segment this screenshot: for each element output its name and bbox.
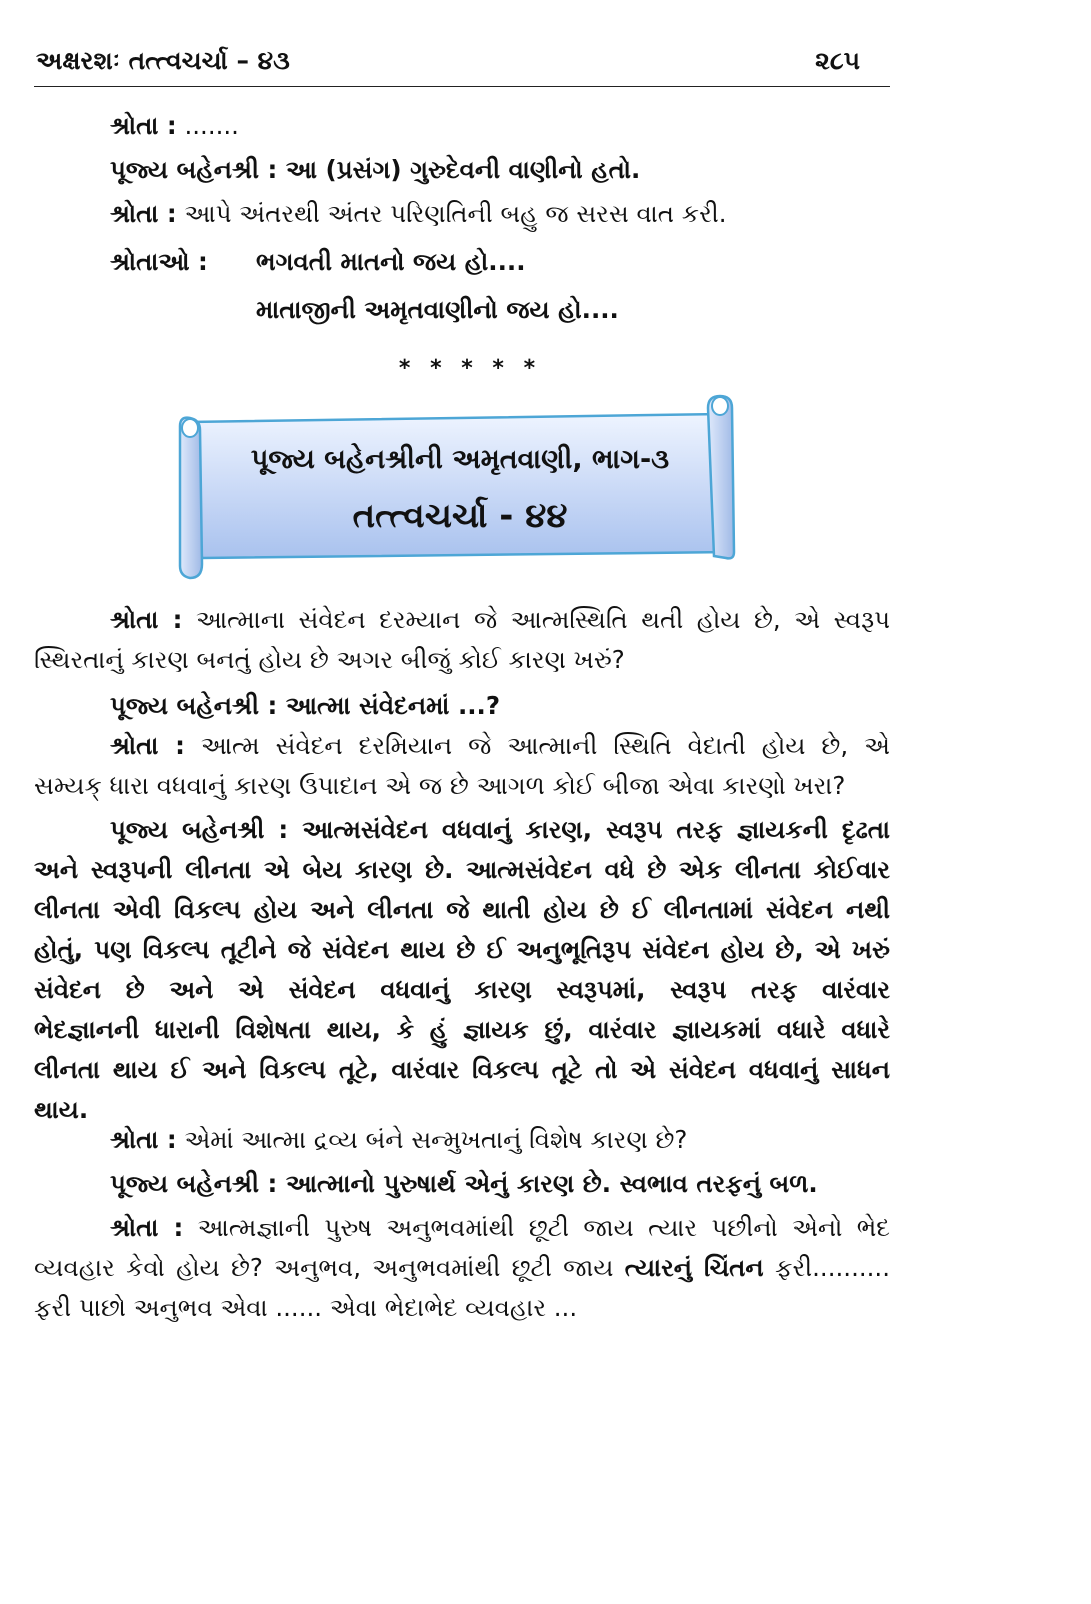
paragraph-text: આત્મસંવેદન વધવાનું કારણ, સ્વરૂપ તરફ જ્ઞાયકની દૃઢતા [288, 815, 890, 844]
paragraph-row: થાય. [34, 1095, 89, 1124]
paragraph-row: અને સ્વરૂપની લીનતા એ બેય કારણ છે. આત્મસંવેદન વધે છે એક લીનતા કોઈવાર [34, 855, 890, 884]
paragraph-text: આત્માનો પુરુષાર્થ એનું કારણ છે. સ્વભાવ તરફનું બળ. [277, 1169, 818, 1198]
paragraph-row: હોતું, પણ વિકલ્પ તૂટીને જે સંવેદન થાય છે ઈ અનુભૂતિરૂપ સંવેદન હોય છે, એ ખરું [34, 935, 890, 964]
paragraph-row: ફરી પાછો અનુભવ એવા ...... એવા ભેદાભેદ વ્યવહાર ... [34, 1293, 578, 1322]
speaker-label: શ્રોતા : [110, 199, 177, 228]
paragraph-text: આત્મા સંવેદનમાં ...? [277, 691, 501, 720]
speaker-label: શ્રોતા : [110, 731, 185, 760]
speaker-label: પૂજ્ય બહેનશ્રી : [110, 155, 278, 184]
paragraph-row [34, 726, 890, 766]
dialogue-text: ....... [176, 111, 239, 140]
paragraph-row: સંવેદન છે અને એ સંવેદન વધવાનું કારણ સ્વરૂપમાં, સ્વરૂપ તરફ વારંવાર [34, 975, 890, 1004]
paragraph-text: ફરી.......... [763, 1253, 891, 1282]
paragraph-row: ભેદજ્ઞાનની ધારાની વિશેષતા થાય, કે હું જ્ઞાયક છું, વારંવાર જ્ઞાયકમાં વધારે વધારે [34, 1015, 890, 1044]
answer-1 [110, 686, 500, 726]
dialogue-line-2 [110, 150, 640, 190]
emphasized-text: ત્યારનું ચિંતન [624, 1253, 764, 1282]
paragraph-text: એમાં આત્મા દ્રવ્ય બંને સન્મુખતાનું વિશેષ કારણ છે? [176, 1125, 688, 1154]
question-4 [34, 1208, 890, 1328]
speaker-label: શ્રોતાઓ : [110, 247, 208, 276]
running-title: અક્ષરશઃ તત્ત્વચર્ચા – ૪૩ [36, 46, 290, 75]
speaker-label: પૂજ્ય બહેનશ્રી : [110, 815, 289, 844]
dialogue-line-1 [110, 106, 239, 146]
paragraph-row [34, 600, 890, 640]
section-separator: * * * * * [398, 356, 542, 381]
paragraph-row: સમ્યક્ ધારા વધવાનું કારણ ઉપાદાન એ જ છે આગળ કોઈ બીજા એવા કારણો ખરા? [34, 771, 846, 800]
paragraph-row: સ્થિરતાનું કારણ બનતું હોય છે અગર બીજું કોઈ કારણ ખરું? [34, 645, 625, 674]
speaker-label: શ્રોતા : [110, 605, 183, 634]
answer-3 [110, 1164, 818, 1204]
speaker-label: શ્રોતા : [110, 111, 177, 140]
dialogue-line-3 [110, 194, 727, 234]
speaker-label: પૂજ્ય બહેનશ્રી : [110, 1169, 278, 1198]
dialogue-line-5-text: માતાજીની અમૃતવાણીનો જય હો.... [256, 295, 619, 324]
question-1 [34, 600, 890, 680]
paragraph-row [34, 1208, 890, 1248]
dialogue-text: આ (પ્રસંગ) ગુરુદેવની વાણીનો હતો. [277, 155, 641, 184]
page-number: ૨૮૫ [815, 46, 860, 75]
question-2 [34, 726, 890, 806]
dialogue-line-4-text: ભગવતી માતનો જય હો.... [256, 247, 526, 276]
speaker-label: શ્રોતા : [110, 1213, 184, 1242]
banner-title: તત્ત્વચર્ચા - ૪૪ [352, 496, 568, 536]
paragraph-text: આત્માના સંવેદન દરમ્યાન જે આત્મસ્થિતિ થતી હોય છે, એ સ્વરૂપ [182, 605, 890, 634]
paragraph-text: આત્મ સંવેદન દરમિયાન જે આત્માની સ્થિતિ વેદાતી હોય છે, એ [184, 731, 890, 760]
speaker-label: પૂજ્ય બહેનશ્રી : [110, 691, 278, 720]
dialogue-line-4 [110, 242, 208, 282]
dialogue-text: આપે અંતરથી અંતર પરિણતિની બહુ જ સરસ વાત કરી. [176, 199, 727, 228]
banner-subtitle: પૂજ્ય બહેનશ્રીની અમૃતવાણી, ભાગ-૩ [250, 444, 670, 475]
paragraph-text: વ્યવહાર કેવો હોય છે? અનુભવ, અનુભવમાંથી છૂટી જાય [34, 1253, 625, 1282]
question-3 [110, 1120, 687, 1160]
paragraph-row [34, 810, 890, 850]
page-header [34, 44, 890, 87]
paragraph-row: લીનતા એવી વિકલ્પ હોય અને લીનતા જે થાતી હોય છે ઈ લીનતામાં સંવેદન નથી [34, 895, 890, 924]
paragraph-row [34, 1248, 890, 1288]
answer-2 [34, 810, 890, 1130]
paragraph-text: આત્મજ્ઞાની પુરુષ અનુભવમાંથી છૂટી જાય ત્યાર પછીનો એનો ભેદ [183, 1213, 890, 1242]
scroll-banner [174, 392, 746, 588]
speaker-label: શ્રોતા : [110, 1125, 177, 1154]
paragraph-row: લીનતા થાય ઈ અને વિકલ્પ તૂટે, વારંવાર વિકલ્પ તૂટે તો એ સંવેદન વધવાનું સાધન [34, 1055, 890, 1084]
